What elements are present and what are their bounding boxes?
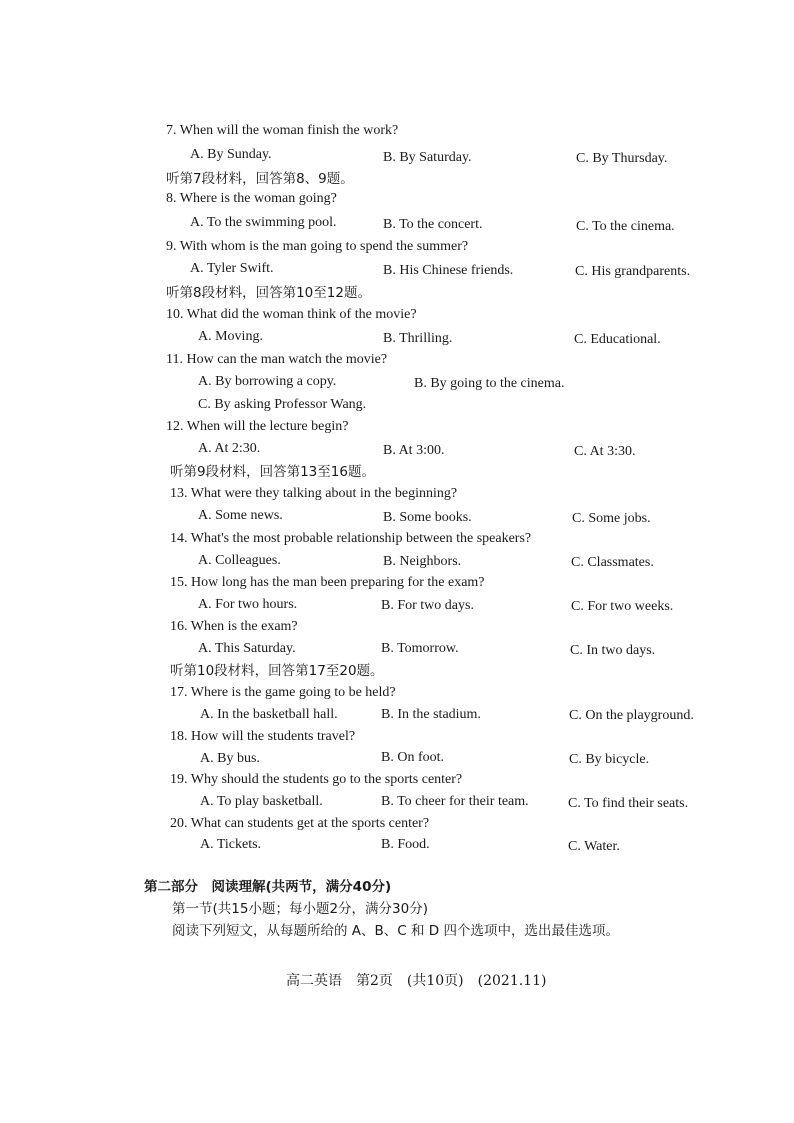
option-b: B. By Saturday.	[383, 150, 472, 165]
question-11	[166, 351, 387, 369]
option-c: C. Classmates.	[571, 555, 654, 570]
question-18	[170, 728, 355, 746]
option-c: C. His grandparents.	[575, 264, 691, 279]
option-a: A. To the swimming pool.	[190, 215, 337, 230]
question-17	[170, 684, 396, 702]
option-a: A. Moving.	[198, 329, 263, 344]
question-text: When will the lecture begin?	[186, 419, 349, 434]
section-heading-8: 听第8段材料，回答第10至12题。	[166, 285, 371, 301]
question-text: How long has the man been preparing for the exam?	[191, 575, 485, 590]
question-number: 15.	[170, 575, 188, 590]
question-number: 10.	[166, 307, 184, 322]
option-b: B. By going to the cinema.	[414, 376, 565, 391]
option-c: C. By asking Professor Wang.	[198, 397, 367, 412]
question-text: When is the exam?	[190, 619, 298, 634]
option-c: C. To the cinema.	[576, 219, 675, 234]
question-text: Why should the students go to the sports center?	[190, 772, 463, 787]
option-b: B. Tomorrow.	[381, 641, 459, 656]
part-two-heading: 第二部分 阅读理解(共两节，满分40分)	[144, 879, 392, 895]
question-15	[170, 574, 485, 592]
question-number: 13.	[170, 486, 188, 501]
option-a: A. Tyler Swift.	[190, 261, 274, 276]
question-text: What can students get at the sports center?	[190, 816, 430, 831]
option-c: C. Water.	[568, 839, 620, 854]
option-a: A. Some news.	[198, 508, 283, 523]
question-text: With whom is the man going to spend the summer?	[179, 239, 469, 254]
option-c: C. At 3:30.	[574, 444, 636, 459]
option-a: A. By bus.	[200, 751, 260, 766]
question-number: 12.	[166, 419, 184, 434]
option-b: B. On foot.	[381, 750, 444, 765]
question-16	[170, 618, 298, 636]
option-c: C. Educational.	[574, 332, 661, 347]
question-text: How will the students travel?	[191, 729, 356, 744]
question-number: 20.	[170, 816, 188, 831]
question-text: What's the most probable relationship between the speakers?	[190, 531, 532, 546]
option-c: C. By bicycle.	[569, 752, 650, 767]
option-c: C. To find their seats.	[568, 796, 689, 811]
option-b: B. To the concert.	[383, 217, 483, 232]
question-number: 17.	[170, 685, 188, 700]
question-8	[166, 190, 337, 208]
option-b: B. In the stadium.	[381, 707, 481, 722]
question-text: Where is the woman going?	[179, 191, 337, 206]
question-text: What did the woman think of the movie?	[186, 307, 417, 322]
option-a: A. Tickets.	[200, 837, 262, 852]
option-a: A. This Saturday.	[198, 641, 296, 656]
section-heading-9: 听第9段材料，回答第13至16题。	[170, 464, 375, 480]
question-number: 8.	[166, 191, 177, 206]
section-heading-10: 听第10段材料，回答第17至20题。	[170, 663, 384, 679]
option-a: A. At 2:30.	[198, 441, 261, 456]
option-c: C. For two weeks.	[571, 599, 674, 614]
question-number: 14.	[170, 531, 188, 546]
question-20	[170, 815, 429, 833]
question-number: 9.	[166, 239, 177, 254]
option-c: C. In two days.	[570, 643, 656, 658]
option-b: B. Some books.	[383, 510, 472, 525]
option-c: C. On the playground.	[569, 708, 694, 723]
question-14	[170, 530, 531, 548]
question-number: 11.	[166, 352, 183, 367]
question-text: How can the man watch the movie?	[186, 352, 388, 367]
option-c: C. Some jobs.	[572, 511, 651, 526]
question-7	[166, 122, 398, 140]
question-text: When will the woman finish the work?	[179, 123, 399, 138]
question-19	[170, 771, 462, 789]
question-number: 18.	[170, 729, 188, 744]
question-9	[166, 238, 468, 256]
option-a: A. In the basketball hall.	[200, 707, 338, 722]
question-number: 16.	[170, 619, 188, 634]
question-12	[166, 418, 348, 436]
page-footer: 高二英语 第2页 (共10页) (2021.11)	[286, 973, 547, 989]
section-one-heading: 第一节(共15小题；每小题2分，满分30分)	[172, 901, 428, 917]
option-b: B. Thrilling.	[383, 331, 453, 346]
option-b: B. For two days.	[381, 598, 474, 613]
question-number: 7.	[166, 123, 177, 138]
reading-instruction: 阅读下列短文，从每题所给的 A、B、C 和 D 四个选项中，选出最佳选项。	[172, 923, 619, 939]
question-number: 19.	[170, 772, 188, 787]
option-b: B. His Chinese friends.	[383, 263, 514, 278]
option-c: C. By Thursday.	[576, 151, 668, 166]
option-a: A. By borrowing a copy.	[198, 374, 337, 389]
option-a: A. To play basketball.	[200, 794, 323, 809]
option-b: B. To cheer for their team.	[381, 794, 529, 809]
option-b: B. At 3:00.	[383, 443, 445, 458]
option-b: B. Food.	[381, 837, 430, 852]
question-text: Where is the game going to be held?	[190, 685, 396, 700]
option-a: A. For two hours.	[198, 597, 298, 612]
option-b: B. Neighbors.	[383, 554, 462, 569]
question-13	[170, 485, 457, 503]
option-a: A. Colleagues.	[198, 553, 281, 568]
question-text: What were they talking about in the beginning?	[190, 486, 458, 501]
question-10	[166, 306, 417, 324]
section-heading-7: 听第7段材料，回答第8、9题。	[166, 171, 354, 187]
option-a: A. By Sunday.	[190, 147, 272, 162]
